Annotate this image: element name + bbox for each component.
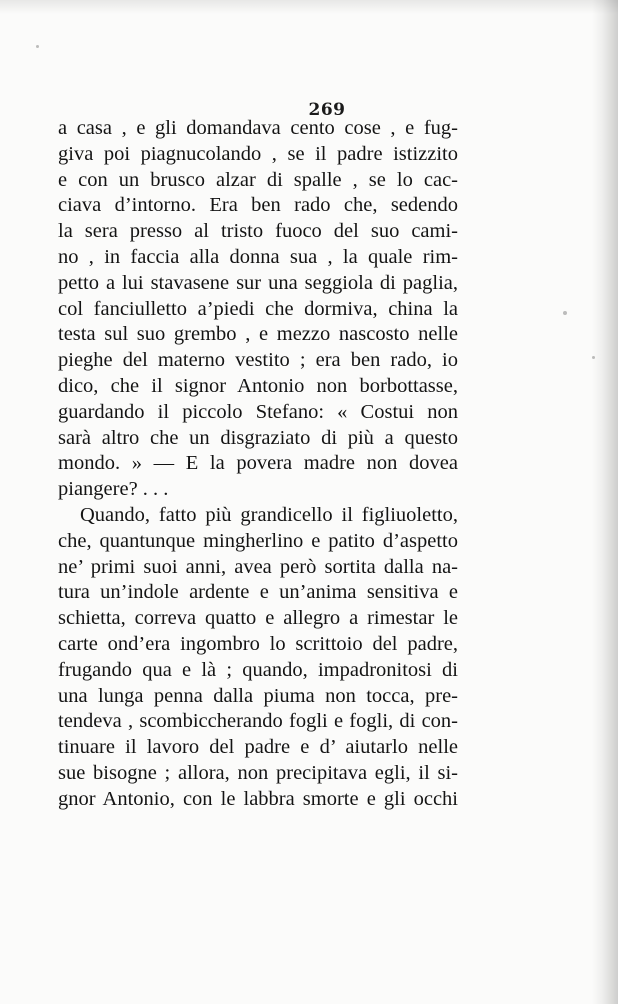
text-line: petto a lui stavasene sur una seggiola di paglia, [58, 271, 458, 294]
text-line: tendeva , scombiccherando fogli e fogli, di con- [58, 710, 458, 733]
paragraph-end-line: piangere? . . . [58, 478, 169, 501]
scan-top-shadow [0, 0, 618, 14]
text-line: tura un’indole ardente e un’anima sensitiva e [58, 581, 458, 604]
text-line: sue bisogne ; allora, non precipitava egli, il si- [58, 761, 458, 784]
text-line: col fanciulletto a’piedi che dormiva, china la [58, 297, 458, 320]
text-line: ciava d’intorno. Era ben rado che, sedendo [58, 194, 458, 217]
text-line: mondo. » — E la povera madre non dovea [58, 452, 458, 475]
text-line: giva poi piagnucolando , se il padre istizzito [58, 142, 458, 165]
scan-speck [563, 311, 567, 315]
scan-speck [592, 356, 595, 359]
text-line: una lunga penna dalla piuma non tocca, pre- [58, 684, 458, 707]
text-line: pieghe del materno vestito ; era ben rado, io [58, 349, 458, 372]
body-text [58, 116, 458, 813]
text-line: no , in faccia alla donna sua , la quale rim- [58, 245, 458, 268]
scan-speck [36, 45, 39, 48]
text-line: e con un brusco alzar di spalle , se lo cac- [58, 168, 458, 191]
text-line: guardando il piccolo Stefano: « Costui non [58, 400, 458, 423]
text-line: dico, che il signor Antonio non borbottasse, [58, 374, 458, 397]
text-line: testa sul suo grembo , e mezzo nascosto nelle [58, 323, 458, 346]
text-line: a casa , e gli domandava cento cose , e fug- [58, 117, 458, 139]
text-line: frugando qua e là ; quando, impadronitosi di [58, 658, 458, 681]
text-line: sarà altro che un disgraziato di più a questo [58, 426, 458, 449]
text-line: ne’ primi suoi anni, avea però sortita dalla na- [58, 555, 458, 578]
text-line: carte ond’era ingombro lo scrittoio del padre, [58, 632, 458, 655]
text-line: la sera presso al tristo fuoco del suo cami- [58, 220, 458, 243]
paragraph-start-line: Quando, fatto più grandicello il figliuoletto, [80, 503, 458, 526]
page-number: 269 [308, 100, 346, 120]
text-line: che, quantunque mingherlino e patito d’aspetto [58, 529, 458, 552]
text-line: schietta, correva quatto e allegro a rimestar le [58, 607, 458, 630]
page-edge-shadow [592, 0, 618, 1004]
text-line: gnor Antonio, con le labbra smorte e gli occhi [58, 787, 458, 810]
text-line: tinuare il lavoro del padre e d’ aiutarlo nelle [58, 736, 458, 759]
